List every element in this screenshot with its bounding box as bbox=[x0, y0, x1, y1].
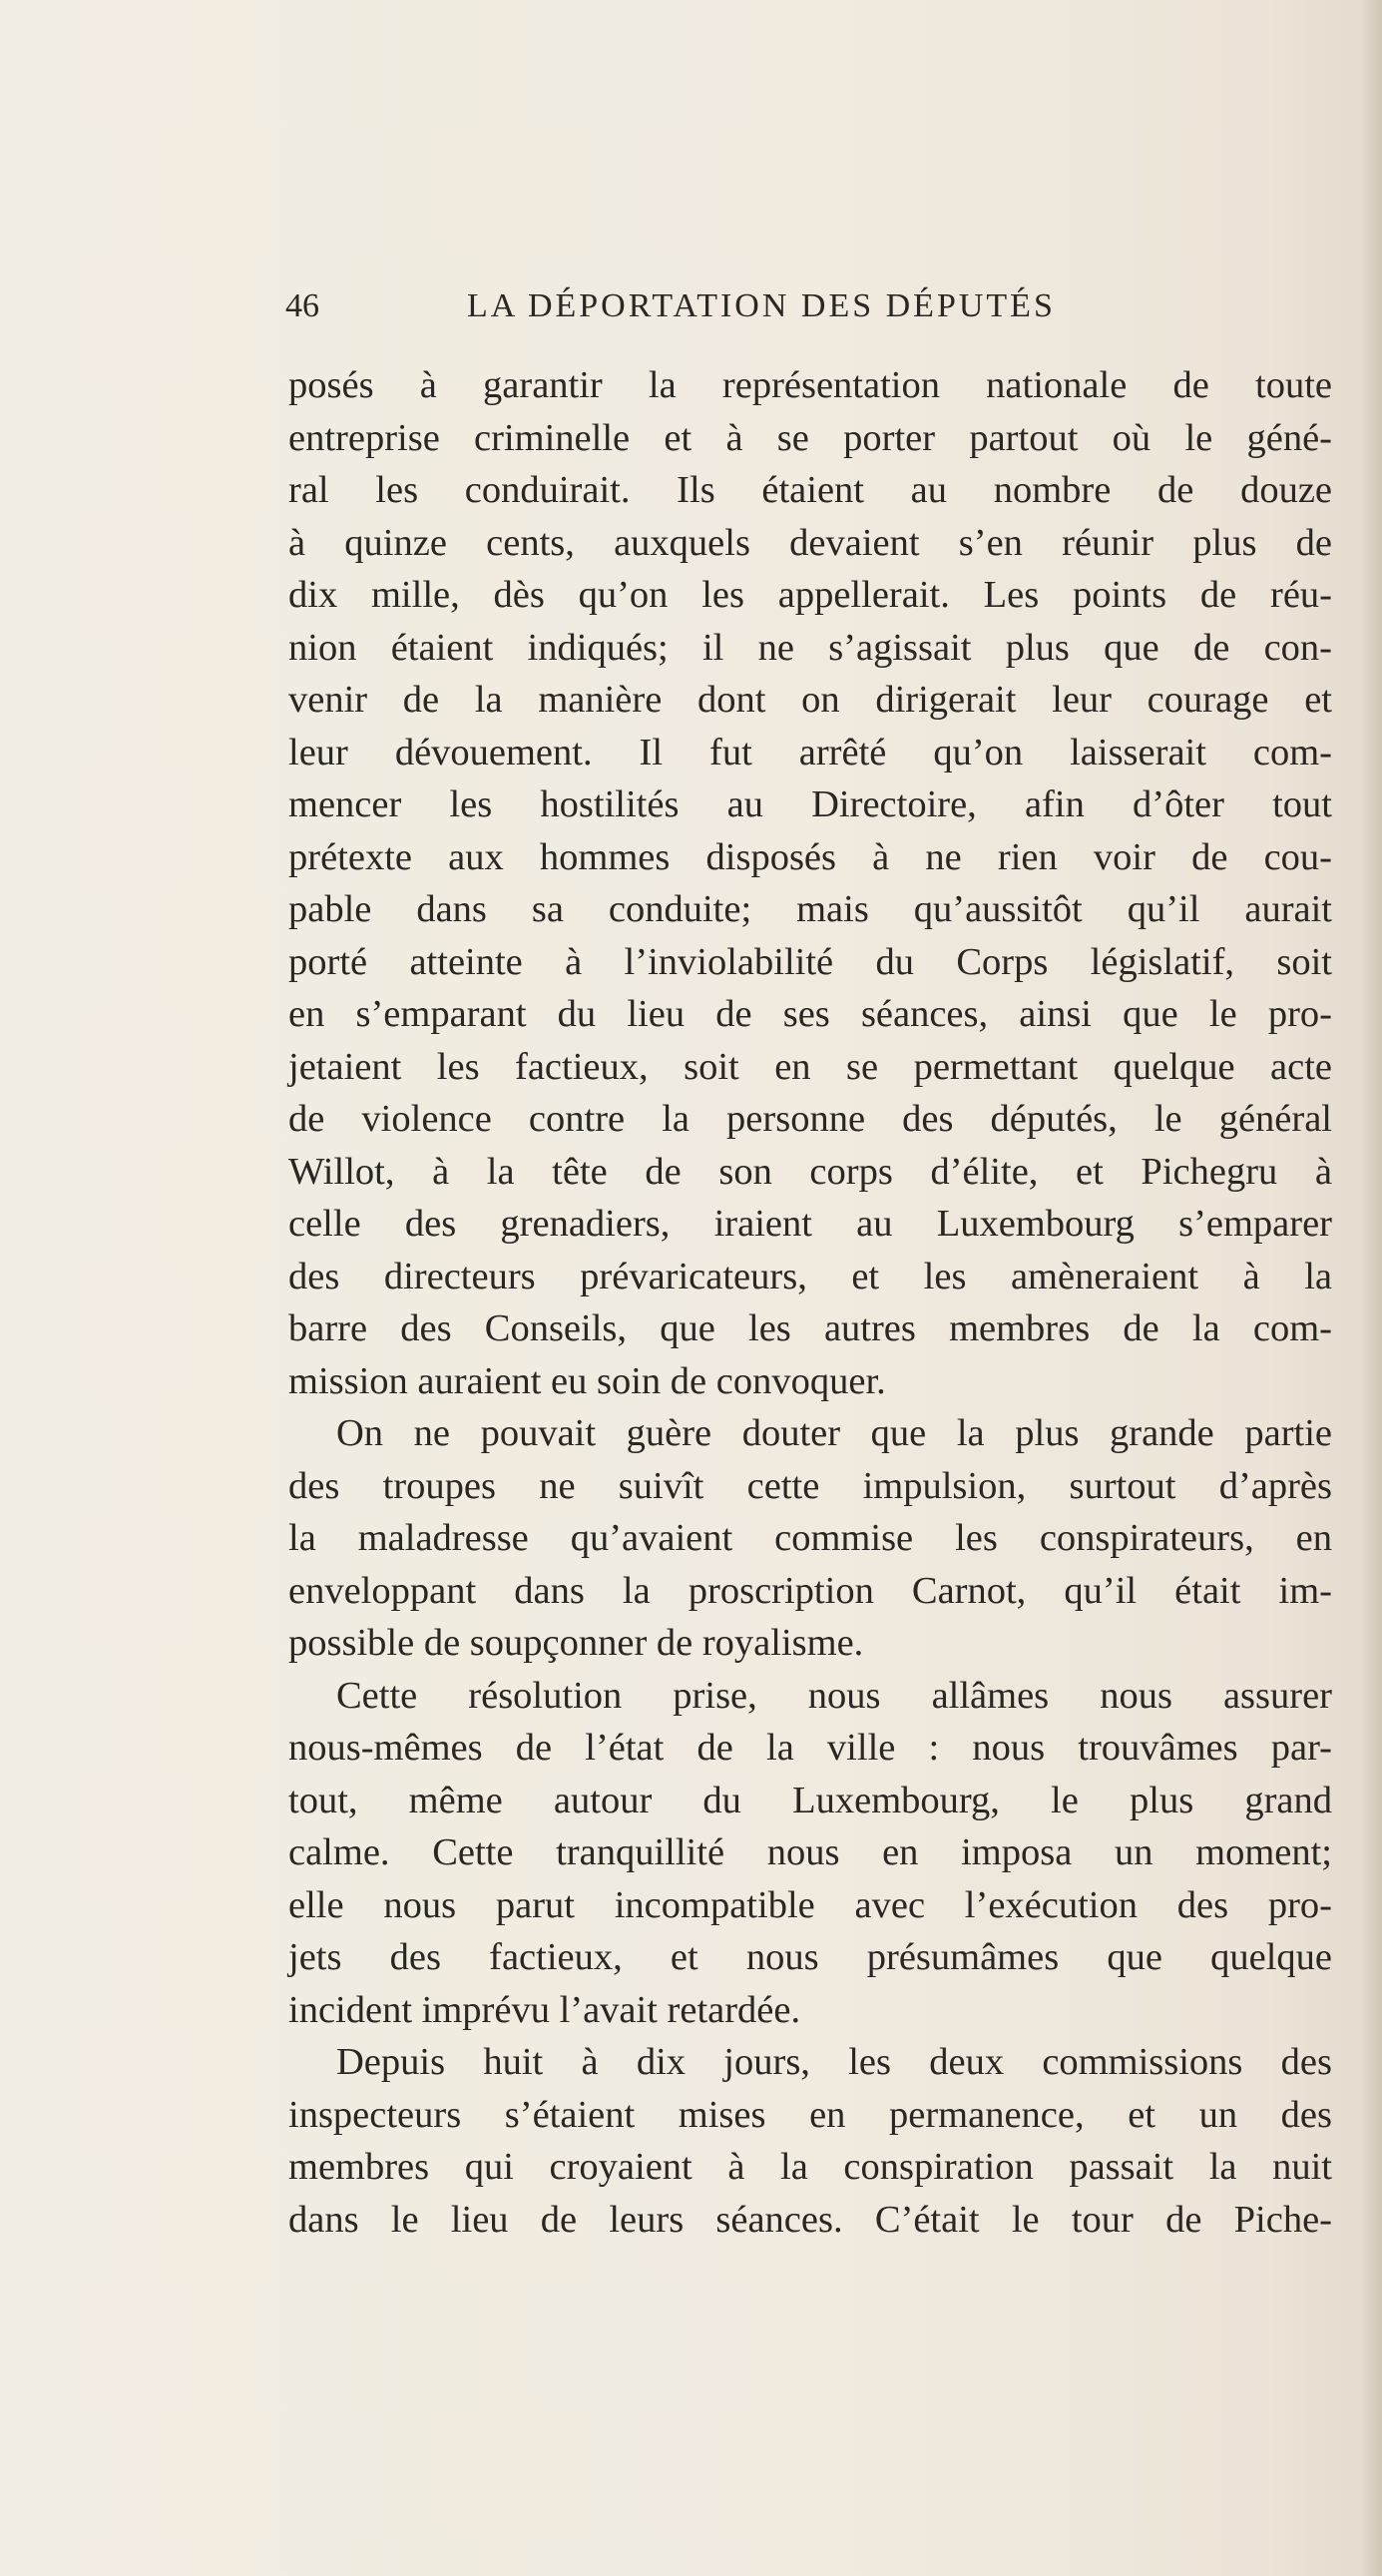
text-line: prétexte aux hommes disposés à ne rien voir de cou- bbox=[288, 835, 1332, 878]
text-line: Cette résolution prise, nous allâmes nous assurer bbox=[336, 1674, 1332, 1717]
text-line: calme. Cette tranquillité nous en imposa un moment; bbox=[288, 1831, 1332, 1873]
running-head bbox=[285, 287, 1333, 335]
text-line: à quinze cents, auxquels devaient s’en réunir plus de bbox=[288, 521, 1332, 564]
text-line: mission auraient eu soin de convoquer. bbox=[288, 1359, 886, 1402]
page-number: 46 bbox=[285, 287, 319, 324]
text-line: jets des factieux, et nous présumâmes que quelque bbox=[288, 1936, 1332, 1978]
text-line: des troupes ne suivît cette impulsion, surtout d’après bbox=[288, 1464, 1332, 1507]
paragraph-2 bbox=[288, 1407, 1332, 1670]
text-line: pable dans sa conduite; mais qu’aussitôt qu’il aurait bbox=[288, 888, 1332, 930]
text-line: des directeurs prévaricateurs, et les amèneraient à la bbox=[288, 1255, 1332, 1297]
text-line: nion étaient indiqués; il ne s’agissait plus que de con- bbox=[288, 626, 1332, 669]
text-line: possible de soupçonner de royalisme. bbox=[288, 1622, 864, 1664]
text-line: barre des Conseils, que les autres membres de la com- bbox=[288, 1307, 1332, 1349]
text-line: dix mille, dès qu’on les appellerait. Les points de réu- bbox=[288, 574, 1332, 616]
text-line: porté atteinte à l’inviolabilité du Corps législatif, soit bbox=[288, 940, 1332, 983]
text-line: posés à garantir la représentation nationale de toute bbox=[288, 364, 1332, 406]
text-line: enveloppant dans la proscription Carnot, qu’il était im- bbox=[288, 1569, 1332, 1612]
body-text bbox=[288, 359, 1332, 2246]
text-line: la maladresse qu’avaient commise les conspirateurs, en bbox=[288, 1517, 1332, 1559]
text-line: membres qui croyaient à la conspiration passait la nuit bbox=[288, 2146, 1332, 2188]
text-line: nous-mêmes de l’état de la ville : nous trouvâmes par- bbox=[288, 1727, 1332, 1769]
text-line: en s’emparant du lieu de ses séances, ainsi que le pro- bbox=[288, 993, 1332, 1035]
paragraph-3 bbox=[288, 1670, 1332, 2037]
text-line: incident imprévu l’avait retardée. bbox=[288, 1988, 801, 2031]
text-line: elle nous parut incompatible avec l’exécution des pro- bbox=[288, 1883, 1332, 1926]
paragraph-1 bbox=[288, 359, 1332, 1407]
text-line: entreprise criminelle et à se porter partout où le géné- bbox=[288, 416, 1332, 459]
text-line: dans le lieu de leurs séances. C’était le tour de Piche- bbox=[288, 2198, 1332, 2241]
text-line: ral les conduirait. Ils étaient au nombre de douze bbox=[288, 469, 1332, 511]
text-line: inspecteurs s’étaient mises en permanence, et un des bbox=[288, 2093, 1332, 2136]
text-line: Willot, à la tête de son corps d’élite, et Pichegru à bbox=[288, 1150, 1332, 1193]
text-line: Depuis huit à dix jours, les deux commissions des bbox=[336, 2041, 1332, 2083]
paragraph-4 bbox=[288, 2036, 1332, 2246]
page-edge-shadow bbox=[1360, 0, 1382, 2576]
running-title: LA DÉPORTATION DES DÉPUTÉS bbox=[467, 287, 1056, 324]
text-line: jetaient les factieux, soit en se permettant quelque acte bbox=[288, 1045, 1332, 1088]
text-line: de violence contre la personne des députés, le général bbox=[288, 1098, 1332, 1140]
text-line: celle des grenadiers, iraient au Luxembourg s’emparer bbox=[288, 1203, 1332, 1245]
text-line: On ne pouvait guère douter que la plus grande partie bbox=[336, 1412, 1332, 1454]
text-line: tout, même autour du Luxembourg, le plus grand bbox=[288, 1779, 1332, 1821]
text-line: mencer les hostilités au Directoire, afin d’ôter tout bbox=[288, 783, 1332, 825]
text-line: leur dévouement. Il fut arrêté qu’on laisserait com- bbox=[288, 731, 1332, 773]
text-line: venir de la manière dont on dirigerait leur courage et bbox=[288, 679, 1332, 721]
